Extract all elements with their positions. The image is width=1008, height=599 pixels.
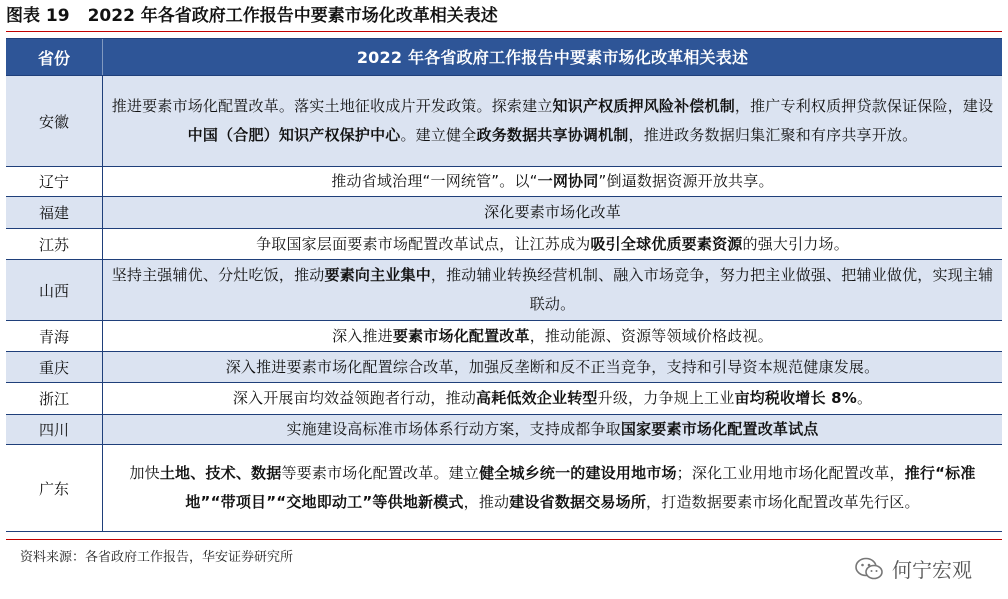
statement-segment: 深入推进 bbox=[332, 326, 393, 345]
table-header bbox=[6, 39, 1002, 76]
statement-text bbox=[332, 322, 773, 351]
statement-segment: 坚持主强辅优、分灶吃饭，推动 bbox=[111, 266, 325, 284]
province-cell: 浙江 bbox=[6, 383, 103, 414]
statement-segment: ，打造数据要素市场化配置改革先行区。 bbox=[646, 493, 920, 511]
statement-text bbox=[111, 92, 994, 150]
province-cell: 江苏 bbox=[6, 229, 103, 259]
figure-title bbox=[6, 3, 1002, 32]
statement-segment: ；深化工业用地市场化配置改革， bbox=[676, 464, 905, 482]
statement-cell bbox=[103, 76, 1002, 166]
source-note: 资料来源：各省政府工作报告，华安证券研究所 bbox=[20, 550, 294, 565]
statement-segment: ，推动 bbox=[463, 493, 510, 511]
emphasis-text: 中国（合肥）知识产权保护中心 bbox=[187, 126, 401, 144]
statement-text bbox=[331, 167, 773, 196]
province-cell: 四川 bbox=[6, 415, 103, 444]
statement-segment: 加快 bbox=[129, 464, 160, 482]
emphasis-text: 吸引全球优质要素资源 bbox=[590, 234, 743, 253]
statement-text bbox=[111, 459, 994, 517]
statement-cell bbox=[103, 352, 1002, 382]
statement-segment: 升级，力争规上工业 bbox=[597, 389, 735, 407]
table-row bbox=[6, 197, 1002, 229]
statement-segment: 等要素市场化配置改革。建立 bbox=[281, 464, 480, 482]
province-cell: 福建 bbox=[6, 197, 103, 228]
statement-segment: 深化要素市场化改革 bbox=[484, 203, 621, 221]
figure-label: 图表 19 bbox=[6, 6, 70, 26]
statement-text bbox=[286, 415, 818, 444]
table-row bbox=[6, 167, 1002, 197]
statement-segment: 深入推进要素市场化配置综合改革，加强反垄断和反不正当竞争，支持和引导资本规范健康发展。 bbox=[225, 357, 880, 376]
emphasis-text: 亩均税收增长 8% bbox=[734, 389, 857, 407]
statement-segment: 实施建设高标准市场体系行动方案，支持成都争取 bbox=[286, 420, 621, 438]
table-row bbox=[6, 383, 1002, 415]
statement-segment: ，推动能源、资源等领域价格歧视。 bbox=[529, 326, 773, 345]
emphasis-text: 高耗低效企业转型 bbox=[476, 389, 598, 407]
statement-text bbox=[256, 230, 849, 259]
statement-cell bbox=[103, 229, 1002, 259]
emphasis-text: 知识产权质押风险补偿机制 bbox=[552, 97, 735, 115]
table-body bbox=[6, 76, 1002, 532]
statement-cell bbox=[103, 383, 1002, 414]
figure-caption: 2022 年各省政府工作报告中要素市场化改革相关表述 bbox=[87, 6, 498, 26]
watermark bbox=[854, 554, 972, 583]
statement-cell bbox=[103, 197, 1002, 228]
statement-cell bbox=[103, 445, 1002, 531]
statement-segment: 。 bbox=[856, 389, 873, 407]
footer bbox=[6, 539, 1002, 596]
statement-text bbox=[111, 261, 994, 319]
statement-cell bbox=[103, 167, 1002, 196]
table-row bbox=[6, 415, 1002, 445]
emphasis-text: 要素市场化配置改革 bbox=[392, 326, 530, 345]
statement-segment: 推进要素市场化配置改革。落实土地征收成片开发政策。探索建立 bbox=[111, 97, 553, 115]
header-content: 2022 年各省政府工作报告中要素市场化改革相关表述 bbox=[356, 47, 749, 67]
emphasis-text: 国家要素市场化配置改革试点 bbox=[620, 420, 819, 438]
statement-text bbox=[484, 198, 621, 227]
province-cell: 辽宁 bbox=[6, 167, 103, 196]
statement-cell bbox=[103, 321, 1002, 351]
table-row bbox=[6, 76, 1002, 167]
wechat-icon bbox=[854, 556, 884, 582]
statement-segment: 争取国家层面要素市场配置改革试点，让江苏成为 bbox=[256, 234, 591, 253]
reform-table bbox=[6, 38, 1002, 532]
emphasis-text: 政务数据共享协调机制 bbox=[476, 126, 629, 144]
statement-text bbox=[226, 353, 880, 382]
emphasis-text: 要素向主业集中 bbox=[324, 266, 431, 284]
table-row bbox=[6, 352, 1002, 383]
province-cell: 重庆 bbox=[6, 352, 103, 382]
emphasis-text: 健全城乡统一的建设用地市场 bbox=[479, 464, 677, 482]
emphasis-text: 推行“标准地”“带项目”“交地即动工”等供地新模式 bbox=[185, 464, 976, 511]
statement-cell bbox=[103, 415, 1002, 444]
statement-segment: 深入开展亩均效益领跑者行动，推动 bbox=[232, 389, 477, 407]
statement-segment: ，推广专利权质押贷款保证保险，建设 bbox=[734, 97, 994, 115]
header-province: 省份 bbox=[6, 39, 103, 75]
table-row bbox=[6, 260, 1002, 321]
statement-segment: ，推进政务数据归集汇聚和有序共享开放。 bbox=[628, 126, 918, 144]
watermark-text: 何宁宏观 bbox=[892, 558, 972, 582]
table-row bbox=[6, 229, 1002, 260]
province-cell: 广东 bbox=[6, 445, 103, 531]
statement-segment: ”倒逼数据资源开放共享。 bbox=[598, 172, 774, 190]
statement-text bbox=[233, 384, 872, 413]
table-row bbox=[6, 445, 1002, 532]
statement-segment: ，推动辅业转换经营机制、融入市场竞争，努力把主业做强、把辅业做优，实现主辅联动。 bbox=[430, 266, 994, 313]
statement-segment: 的强大引力场。 bbox=[742, 234, 849, 253]
province-cell: 安徽 bbox=[6, 76, 103, 166]
province-cell: 山西 bbox=[6, 260, 103, 320]
emphasis-text: 土地、技术、数据 bbox=[159, 464, 282, 482]
emphasis-text: 建设省数据交易场所 bbox=[509, 493, 647, 511]
statement-cell bbox=[103, 260, 1002, 320]
table-row bbox=[6, 321, 1002, 352]
statement-segment: 推动省域治理“一网统管”。以“ bbox=[331, 172, 538, 190]
emphasis-text: 一网协同 bbox=[537, 172, 599, 190]
province-cell: 青海 bbox=[6, 321, 103, 351]
statement-segment: 。建立健全 bbox=[400, 126, 477, 144]
